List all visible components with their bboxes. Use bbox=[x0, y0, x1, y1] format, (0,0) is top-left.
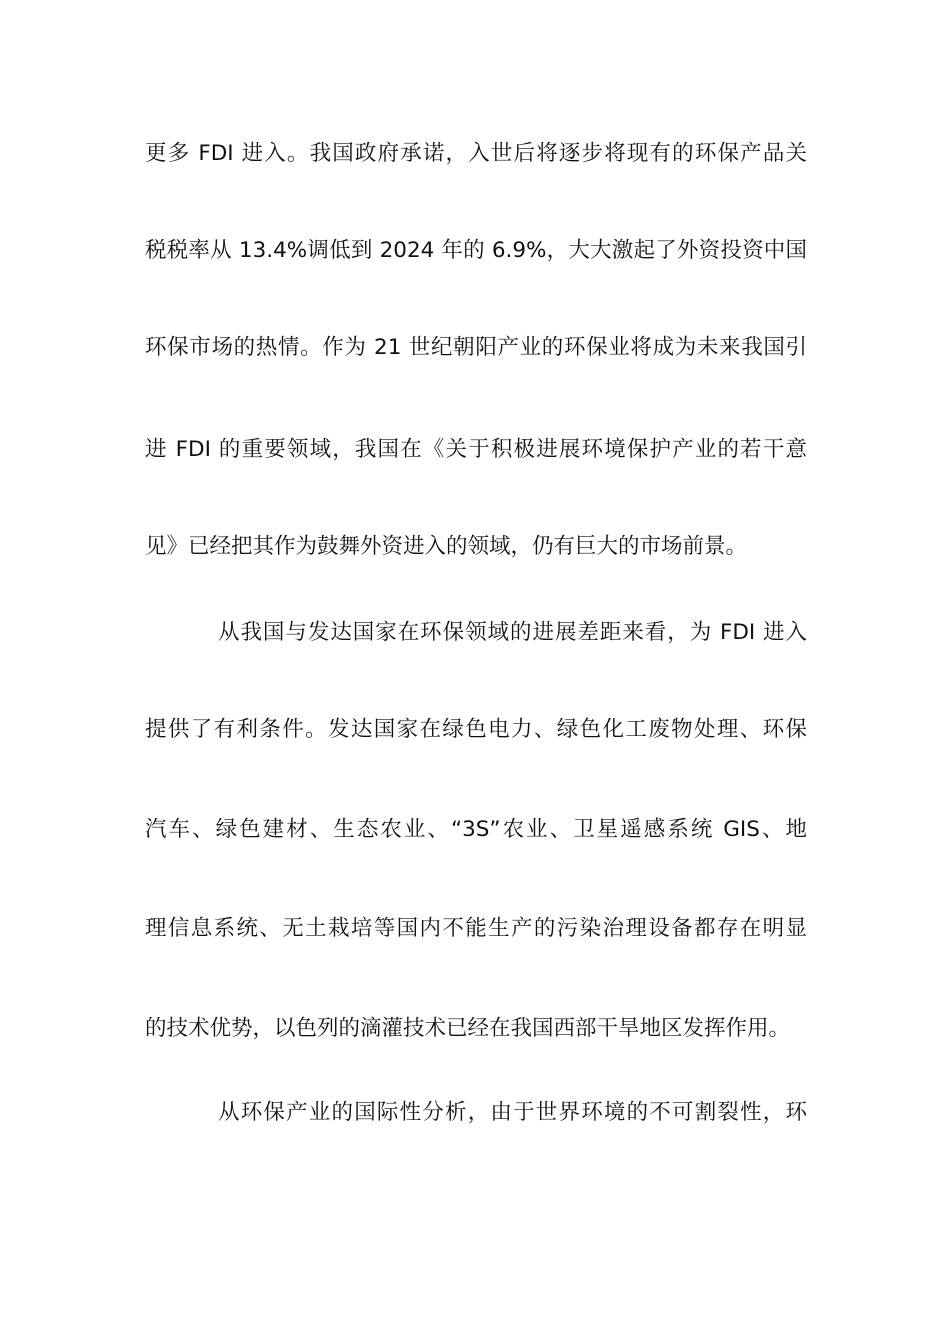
paragraph-line-6: 从我国与发达国家在环保领域的进展差距来看，为 FDI 进入 bbox=[218, 620, 807, 645]
paragraph-line-1: 更多 FDI 进入。我国政府承诺，入世后将逐步将现有的环保产品关 bbox=[145, 141, 807, 166]
paragraph-line-11: 从环保产业的国际性分析，由于世界环境的不可割裂性，环 bbox=[218, 1100, 807, 1125]
paragraph-line-2: 税税率从 13.4%调低到 2024 年的 6.9%，大大激起了外资投资中国 bbox=[145, 238, 807, 263]
paragraph-line-5: 见》已经把其作为鼓舞外资进入的领域，仍有巨大的市场前景。 bbox=[145, 534, 748, 559]
paragraph-line-7: 提供了有利条件。发达国家在绿色电力、绿色化工废物处理、环保 bbox=[145, 717, 807, 742]
paragraph-line-8: 汽车、绿色建材、生态农业、“3S”农业、卫星遥感系统 GIS、地 bbox=[145, 817, 807, 842]
paragraph-line-4: 进 FDI 的重要领域，我国在《关于积极进展环境保护产业的若干意 bbox=[145, 437, 807, 462]
paragraph-line-9: 理信息系统、无土栽培等国内不能生产的污染治理设备都存在明显 bbox=[145, 916, 807, 941]
paragraph-line-3: 环保市场的热情。作为 21 世纪朝阳产业的环保业将成为未来我国引 bbox=[145, 335, 807, 360]
paragraph-line-10: 的技术优势，以色列的滴灌技术已经在我国西部干旱地区发挥作用。 bbox=[145, 1016, 791, 1041]
